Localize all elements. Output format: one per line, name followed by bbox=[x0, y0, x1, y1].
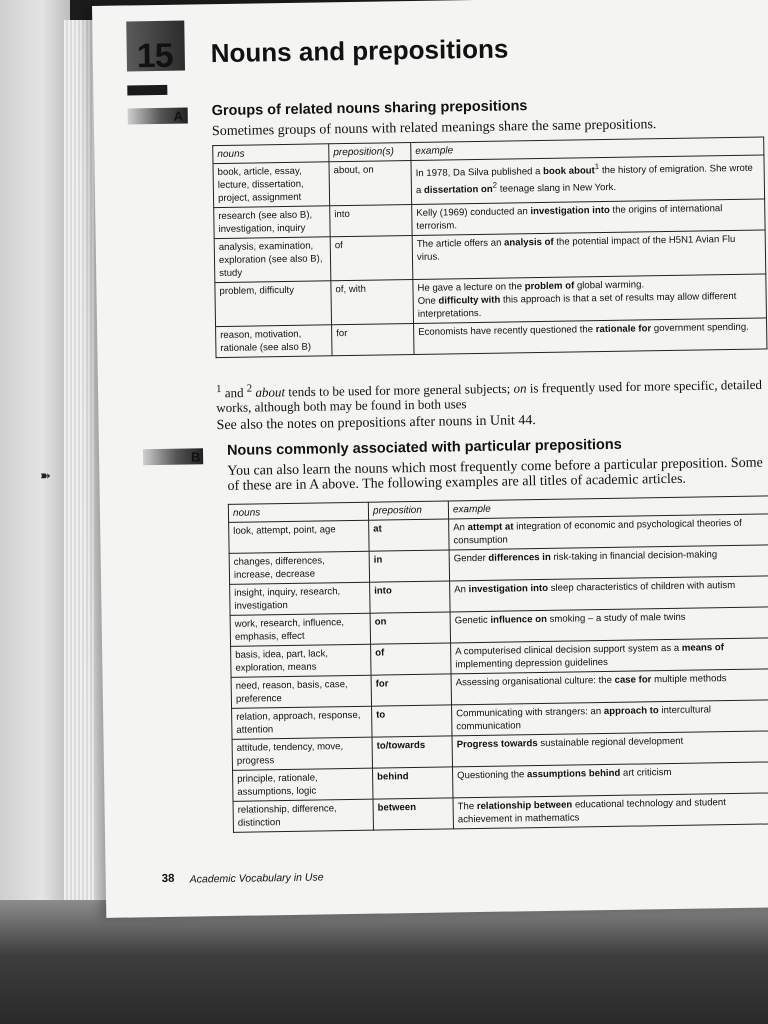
nouns-cell: reason, motivation, rationale (see also B) bbox=[216, 325, 332, 358]
preposition-cell: on bbox=[370, 612, 450, 644]
section-b-heading: Nouns commonly associated with particular prepositions bbox=[226, 436, 622, 459]
book-page-edges bbox=[64, 20, 94, 910]
example-cell: In 1978, Da Silva published a book about$^1$ the history of emigration. She wrote a dissertation $on^2$ teenage slang in New York. bbox=[411, 155, 765, 205]
nouns-cell: look, attempt, point, age bbox=[229, 520, 369, 553]
example-cell: The relationship between educational technology and student achievement in mathematics bbox=[453, 793, 768, 829]
example-cell: He gave a lecture on the problem of global warming. One difficulty with this approach is that a set of results may allow different interpretations. bbox=[413, 274, 767, 324]
preposition-cell: for bbox=[371, 674, 451, 706]
section-b-intro: You can also learn the nouns which most frequently come before a particular preposition. Some of these are in A above. The following examples are all titles of academic articles. bbox=[227, 455, 763, 494]
footnote: $^1$ and $^2$ about tends to be used for more general subjects; on is frequently used for more specific, detailed works, although both may be found in both uses bbox=[215, 376, 763, 416]
section-b-letter: B bbox=[190, 449, 201, 465]
unit-bar bbox=[127, 85, 167, 96]
nouns-cell: problem, difficulty bbox=[215, 281, 332, 327]
header-preposition: preposition bbox=[368, 501, 448, 520]
preposition-cell: of, with bbox=[331, 279, 414, 324]
scan-bottom-shadow bbox=[0, 900, 768, 1024]
nouns-cell: analysis, examination, exploration (see also B), study bbox=[214, 237, 331, 283]
nouns-cell: relation, approach, response, attention bbox=[232, 706, 372, 739]
preposition-cell: behind bbox=[373, 767, 453, 799]
header-example: example bbox=[411, 137, 764, 161]
header-nouns: nouns bbox=[213, 144, 329, 164]
margin-arrow-icon: ➽ bbox=[40, 468, 51, 483]
example-cell: Progress towards sustainable regional development bbox=[452, 731, 768, 767]
page-title: Nouns and prepositions bbox=[210, 33, 509, 69]
example-cell: Gender differences in risk-taking in financial decision-making bbox=[449, 545, 768, 581]
example-cell: Assessing organisational culture: the case for multiple methods bbox=[451, 669, 768, 705]
table-b bbox=[228, 495, 768, 833]
preposition-cell: about, on bbox=[329, 161, 412, 206]
nouns-cell: work, research, influence, emphasis, effect bbox=[230, 613, 370, 646]
preposition-cell: into bbox=[330, 205, 412, 237]
header-prepositions: preposition(s) bbox=[329, 143, 411, 162]
example-cell: Communicating with strangers: an approach to intercultural communication bbox=[452, 700, 768, 736]
preposition-cell: to/towards bbox=[372, 736, 452, 768]
preposition-cell: into bbox=[370, 581, 450, 613]
header-nouns: nouns bbox=[228, 502, 368, 522]
nouns-cell: research (see also B), investigation, inquiry bbox=[214, 206, 330, 239]
table-a bbox=[212, 136, 767, 358]
preposition-cell: in bbox=[369, 550, 449, 582]
nouns-cell: need, reason, basis, case, preference bbox=[231, 675, 371, 708]
nouns-cell: insight, inquiry, research, investigation bbox=[230, 582, 370, 615]
header-example: example bbox=[448, 496, 768, 519]
section-a-intro: Sometimes groups of nouns with related meanings share the same prepositions. bbox=[211, 117, 657, 140]
nouns-cell: changes, differences, increase, decrease bbox=[229, 551, 369, 584]
section-a-letter: A bbox=[173, 108, 184, 124]
preposition-cell: of bbox=[330, 235, 413, 280]
nouns-cell: book, article, essay, lecture, dissertation, project, assignment bbox=[213, 162, 330, 208]
preposition-cell: of bbox=[371, 643, 451, 675]
example-cell: Genetic influence on smoking – a study of male twins bbox=[450, 607, 768, 643]
unit-number: 15 bbox=[136, 36, 173, 76]
example-cell: Questioning the assumptions behind art criticism bbox=[452, 762, 768, 798]
preposition-cell: to bbox=[372, 705, 452, 737]
book-title: Academic Vocabulary in Use bbox=[189, 871, 324, 886]
example-cell: An attempt at integration of economic and psychological theories of consumption bbox=[449, 514, 768, 550]
section-a-heading: Groups of related nouns sharing prepositions bbox=[211, 98, 528, 120]
example-cell: A computerised clinical decision support system as a means of implementing depression guidelines bbox=[451, 638, 768, 674]
example-cell: Kelly (1969) conducted an investigation into the origins of international terrorism. bbox=[412, 199, 765, 236]
see-also-note: See also the notes on prepositions after nouns in Unit 44. bbox=[216, 413, 536, 434]
preposition-cell: at bbox=[369, 519, 449, 551]
nouns-cell: relationship, difference, distinction bbox=[233, 799, 373, 832]
example-cell: The article offers an analysis of the potential impact of the H5N1 Avian Flu virus. bbox=[412, 230, 766, 280]
example-cell: Economists have recently questioned the rationale for government spending. bbox=[414, 318, 767, 355]
example-cell: An investigation into sleep characteristics of children with autism bbox=[450, 576, 768, 612]
nouns-cell: basis, idea, part, lack, exploration, means bbox=[231, 644, 371, 677]
page-number: 38 bbox=[161, 872, 175, 886]
scan-left-margin bbox=[0, 0, 70, 1024]
nouns-cell: attitude, tendency, move, progress bbox=[232, 737, 372, 770]
preposition-cell: for bbox=[332, 323, 414, 355]
preposition-cell: between bbox=[373, 798, 453, 830]
nouns-cell: principle, rationale, assumptions, logic bbox=[233, 768, 373, 801]
book-page bbox=[92, 0, 768, 918]
